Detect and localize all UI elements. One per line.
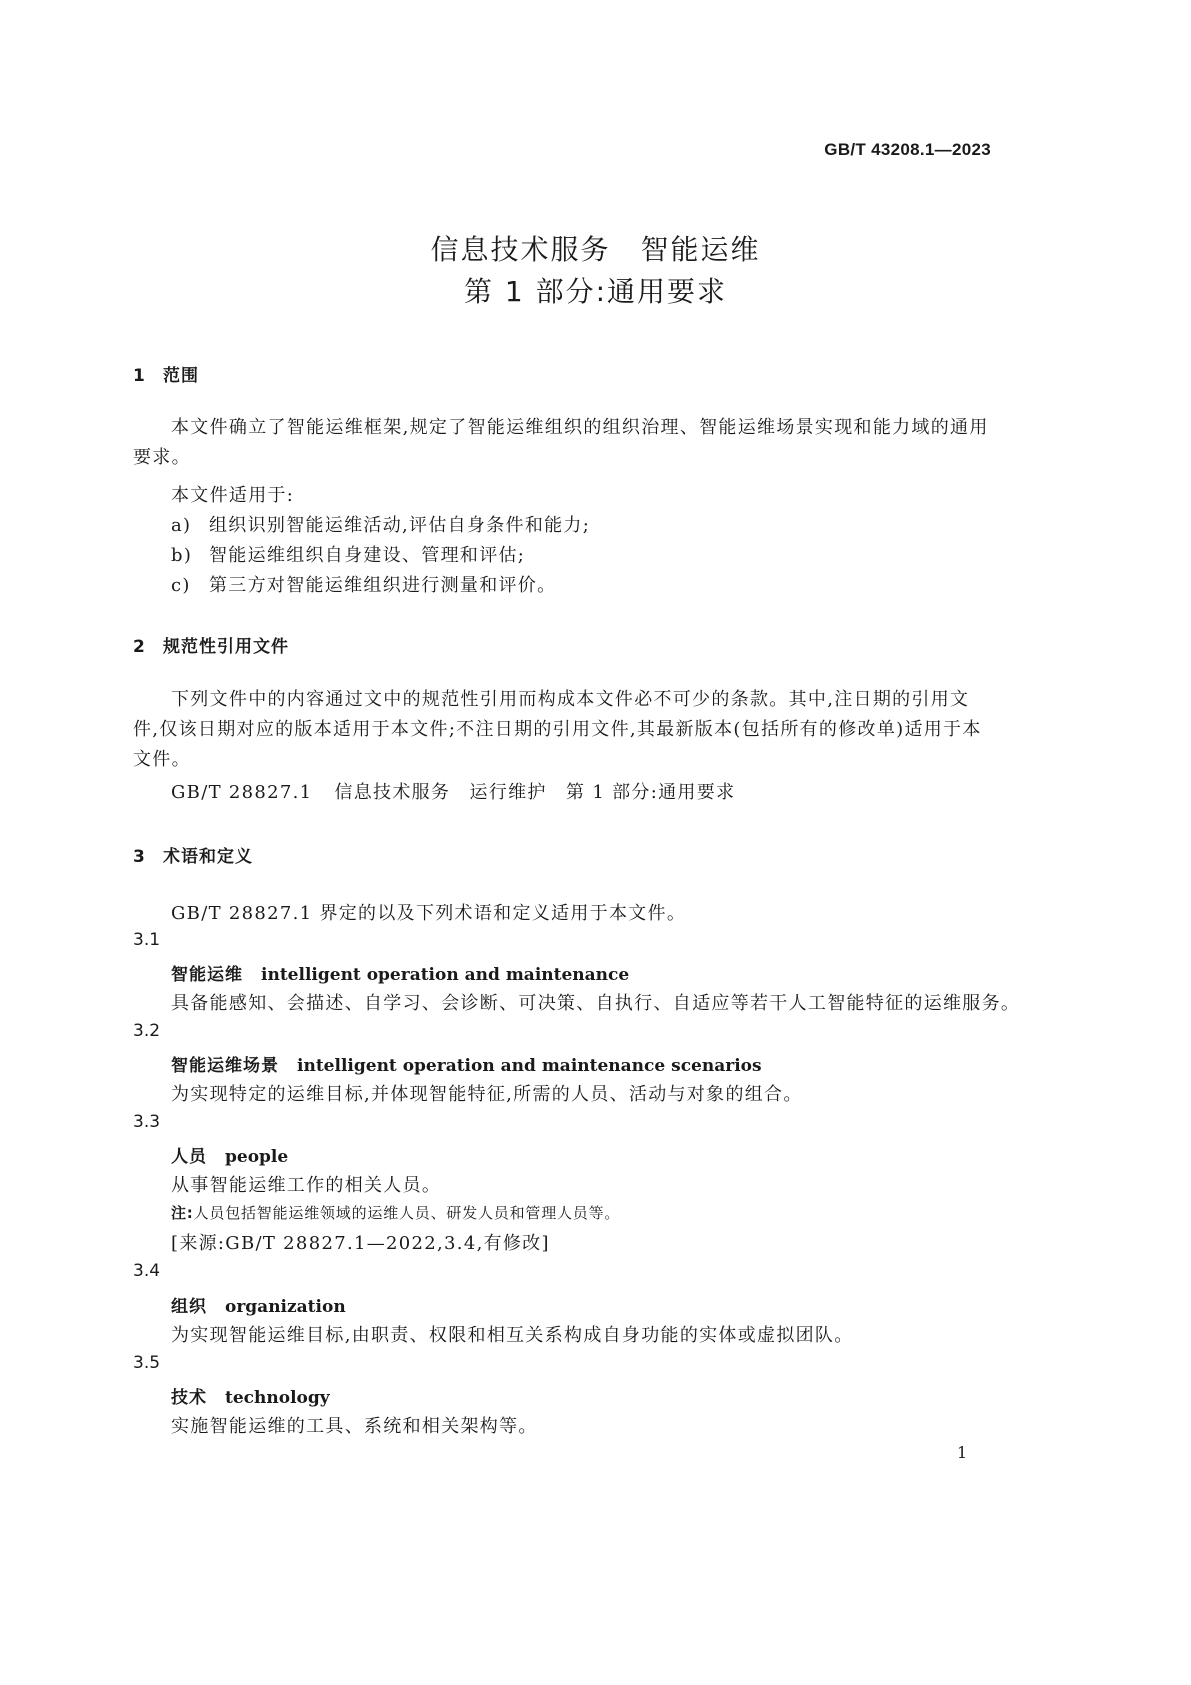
note-label: 注: (171, 1204, 194, 1222)
scope-applicability: 本文件适用于: (171, 485, 295, 506)
term-note (171, 1202, 620, 1223)
list-item (171, 571, 556, 597)
term-heading (171, 1292, 346, 1317)
section-3-heading (133, 842, 253, 867)
list-item-text: 智能运维组织自身建设、管理和评估; (209, 545, 526, 566)
term-number: 3.3 (133, 1112, 161, 1132)
term-number: 3.1 (133, 930, 161, 950)
list-item-label: b) (171, 545, 193, 566)
section-title: 术语和定义 (163, 847, 253, 867)
term-heading (171, 1051, 762, 1076)
term-zh: 智能运维 (171, 965, 243, 985)
term-definition: 实施智能运维的工具、系统和相关架构等。 (171, 1416, 538, 1437)
term-source: [来源:GB/T 28827.1—2022,3.4,有修改] (171, 1233, 550, 1254)
term-zh: 组织 (171, 1297, 207, 1317)
normative-refs-paragraph: 下列文件中的内容通过文中的规范性引用而构成本文件必不可少的条款。其中,注日期的引用文件,仅该日期对应的版本适用于本文件;不注日期的引用文件,其最新版本(包括所有的修改单)适用于本文件。 (133, 689, 982, 770)
term-zh: 技术 (171, 1388, 207, 1408)
terms-intro: GB/T 28827.1 界定的以及下列术语和定义适用于本文件。 (171, 903, 687, 924)
reference-code: GB/T 28827.1 (171, 782, 313, 803)
term-heading (171, 1142, 288, 1167)
term-zh: 人员 (171, 1147, 207, 1167)
term-definition: 为实现智能运维目标,由职责、权限和相互关系构成自身功能的实体或虚拟团队。 (171, 1325, 854, 1346)
section-number: 1 (133, 366, 146, 386)
section-title: 规范性引用文件 (163, 637, 289, 657)
term-en: intelligent operation and maintenance scenarios (297, 1056, 762, 1076)
term-definition: 具备能感知、会描述、自学习、会诊断、可决策、自执行、自适应等若干人工智能特征的运维服务。 (171, 993, 1021, 1014)
term-number: 3.2 (133, 1021, 161, 1041)
term-en: technology (225, 1388, 330, 1408)
term-definition: 从事智能运维工作的相关人员。 (171, 1175, 442, 1196)
term-heading (171, 1383, 330, 1408)
document-title-line1: 信息技术服务 智能运维 (430, 233, 761, 266)
section-number: 2 (133, 637, 146, 657)
term-zh: 智能运维场景 (171, 1056, 279, 1076)
term-en: intelligent operation and maintenance (261, 965, 630, 985)
section-title: 范围 (163, 366, 199, 386)
reference-title: 信息技术服务 运行维护 第 1 部分:通用要求 (334, 782, 736, 803)
list-item (171, 541, 525, 567)
list-item-text: 组织识别智能运维活动,评估自身条件和能力; (209, 515, 591, 536)
term-en: people (225, 1147, 289, 1167)
term-definition: 为实现特定的运维目标,并体现智能特征,所需的人员、活动与对象的组合。 (171, 1084, 803, 1105)
list-item-text: 第三方对智能运维组织进行测量和评价。 (209, 575, 557, 596)
list-item (171, 511, 590, 537)
standard-number: GB/T 43208.1—2023 (824, 140, 991, 159)
section-1-heading (133, 361, 199, 386)
reference-entry (171, 778, 735, 804)
term-number: 3.4 (133, 1261, 161, 1281)
section-2-heading (133, 632, 289, 657)
list-item-label: c) (171, 575, 191, 596)
scope-paragraph: 本文件确立了智能运维框架,规定了智能运维组织的组织治理、智能运维场景实现和能力域的通用要求。 (133, 417, 989, 468)
term-number: 3.5 (133, 1353, 161, 1373)
note-text: 人员包括智能运维领域的运维人员、研发人员和管理人员等。 (193, 1204, 621, 1222)
document-title-line2: 第 1 部分:通用要求 (463, 275, 728, 308)
term-heading (171, 960, 629, 985)
list-item-label: a) (171, 515, 192, 536)
term-en: organization (225, 1297, 346, 1317)
page-number: 1 (957, 1443, 968, 1462)
section-number: 3 (133, 847, 146, 867)
